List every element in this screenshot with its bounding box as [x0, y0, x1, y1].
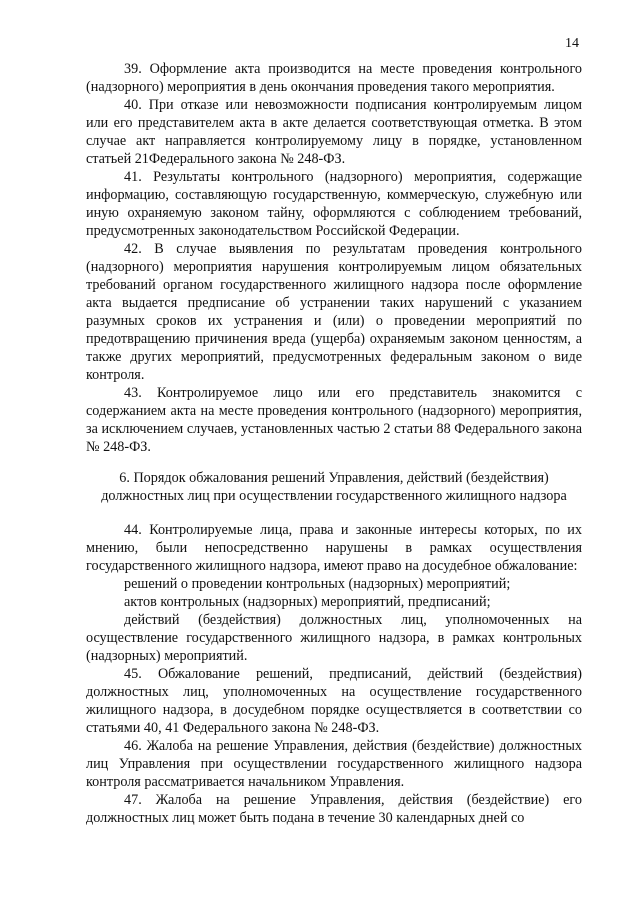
- page-number: 14: [565, 36, 579, 51]
- paragraph-43: 43. Контролируемое лицо или его представитель знакомится с содержанием акта на месте проведения контрольного (надзорного) мероприятия, за исключением случаев, установленных частью 2 статьи 88 Федерального закона № 248-ФЗ.: [86, 385, 582, 455]
- list-item-decisions: решений о проведении контрольных (надзорных) мероприятий;: [124, 576, 511, 592]
- document-body: [86, 60, 582, 827]
- paragraph-42: 42. В случае выявления по результатам проведения контрольного (надзорного) мероприятия нарушения контролируемым лицом обязательных требований органом государственного жилищного надзора после оформление акта выдается предписание об устранении таких нарушений с указанием разумных сроков их устранения и (или) о проведении мероприятий по предотвращению причинения вреда (ущерба) охраняемым законом ценностям, а также других мероприятий, предусмотренных федеральным законом о виде контроля.: [86, 241, 582, 383]
- section-heading: 6. Порядок обжалования решений Управления, действий (бездействия) должностных лиц при осуществлении государственного жилищного надзора: [101, 470, 567, 504]
- paragraph-41: 41. Результаты контрольного (надзорного) мероприятия, содержащие информацию, составляющую государственную, коммерческую, служебную или иную охраняемую законом тайну, оформляются с соблюдением требований, предусмотренных законодательством Российской Федерации.: [86, 169, 582, 239]
- paragraph-44: 44. Контролируемые лица, права и законные интересы которых, по их мнению, были непосредственно нарушены в рамках осуществления государственного жилищного надзора, имеют право на досудебное обжалование:: [86, 522, 582, 574]
- paragraph-45: 45. Обжалование решений, предписаний, действий (бездействия) должностных лиц, уполномоченных на осуществление государственного жилищного надзора, в досудебном порядке осуществляется в соответствии со статьями 40, 41 Федерального закона № 248-ФЗ.: [86, 666, 582, 736]
- list-item-actions: действий (бездействия) должностных лиц, уполномоченных на осуществление государственного жилищного надзора, в рамках контрольных (надзорных) мероприятий.: [86, 612, 582, 664]
- paragraph-47: 47. Жалоба на решение Управления, действия (бездействие) его должностных лиц может быть подана в течение 30 календарных дней со: [86, 792, 582, 826]
- paragraph-46: 46. Жалоба на решение Управления, действия (бездействие) должностных лиц Управления при осуществлении государственного жилищного надзора контроля рассматривается начальником Управления.: [86, 738, 582, 790]
- list-item-acts: актов контрольных (надзорных) мероприятий, предписаний;: [124, 594, 491, 610]
- paragraph-39: 39. Оформление акта производится на месте проведения контрольного (надзорного) мероприятия в день окончания проведения такого мероприятия.: [86, 61, 582, 95]
- paragraph-40: 40. При отказе или невозможности подписания контролируемым лицом или его представителем акта в акте делается соответствующая отметка. В этом случае акт направляется контролируемому лицу в порядке, установленном статьей 21Федерального закона № 248-ФЗ.: [86, 97, 582, 167]
